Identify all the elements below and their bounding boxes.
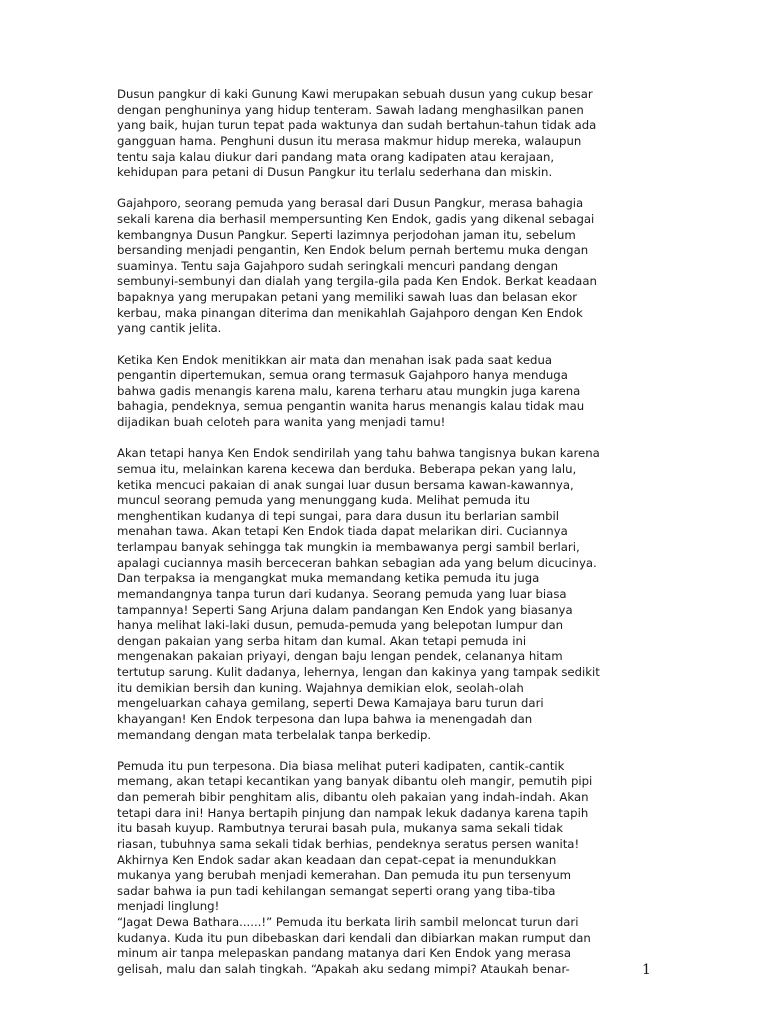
paragraph <box>117 759 657 978</box>
text-line: sembunyi-sembunyi dan dialah yang tergila-gila pada Ken Endok. Berkat keadaan <box>117 274 597 289</box>
paragraph <box>117 87 657 181</box>
text-line: mukanya yang berubah menjadi kemerahan. Dan pemuda itu pun tersenyum <box>117 868 571 883</box>
text-line: memandang dengan mata terbelalak tanpa berkedip. <box>117 727 432 742</box>
text-line: dengan penghuninya yang hidup tenteram. Sawah ladang menghasilkan panen <box>117 102 584 117</box>
text-line: menjadi linglung! <box>117 899 220 914</box>
text-line: riasan, tubuhnya sama sekali tidak berhias, pendeknya seratus persen wanita! <box>117 836 580 851</box>
text-line: yang baik, hujan turun tepat pada waktunya dan sudah bertahun-tahun tidak ada <box>117 118 597 133</box>
text-line: tertutup sarung. Kulit dadanya, lehernya, lengan dan kakinya yang tampak sedikit <box>117 665 600 680</box>
text-line: kudanya. Kuda itu pun dibebaskan dari kendali dan dibiarkan makan rumput dan <box>117 930 591 945</box>
document-body <box>117 87 657 978</box>
text-line: tampannya! Seperti Sang Arjuna dalam pandangan Ken Endok yang biasanya <box>117 602 573 617</box>
paragraph <box>117 446 657 743</box>
text-line: kembangnya Dusun Pangkur. Seperti lazimnya perjodohan jaman itu, sebelum <box>117 227 576 242</box>
text-line: kehidupan para petani di Dusun Pangkur itu terlalu sederhana dan miskin. <box>117 165 553 180</box>
text-line: minum air tanpa melepaskan pandang matanya dari Ken Endok yang merasa <box>117 946 572 961</box>
text-line: suaminya. Tentu saja Gajahporo sudah seringkali mencuri pandang dengan <box>117 258 559 273</box>
paragraph <box>117 353 657 431</box>
text-line: tentu saja kalau diukur dari pandang mata orang kadipaten atau kerajaan, <box>117 149 555 164</box>
text-line: pengantin dipertemukan, semua orang termasuk Gajahporo hanya menduga <box>117 368 568 383</box>
text-line: yang cantik jelita. <box>117 321 222 336</box>
text-line: muncul seorang pemuda yang menunggang kuda. Melihat pemuda itu <box>117 493 530 508</box>
text-line: Ketika Ken Endok menitikkan air mata dan menahan isak pada saat kedua <box>117 352 553 367</box>
text-line: Akan tetapi hanya Ken Endok sendirilah yang tahu bahwa tangisnya bukan karena <box>117 446 600 461</box>
text-line: gelisah, malu dan salah tingkah. “Apakah aku sedang mimpi? Ataukah benar- <box>117 961 570 976</box>
text-line: ketika mencuci pakaian di anak sungai luar dusun bersama kawan-kawannya, <box>117 477 574 492</box>
page-number: 1 <box>642 962 651 978</box>
text-line: Gajahporo, seorang pemuda yang berasal dari Dusun Pangkur, merasa bahagia <box>117 196 584 211</box>
text-line: gangguan hama. Penghuni dusun itu merasa makmur hidup mereka, walaupun <box>117 133 582 148</box>
text-line: Dusun pangkur di kaki Gunung Kawi merupakan sebuah dusun yang cukup besar <box>117 87 593 101</box>
text-line: tetapi dara ini! Hanya bertapih pinjung dan nampak lekuk dadanya karena tapih <box>117 805 589 820</box>
text-line: apalagi cuciannya masih berceceran bahkan sebagian ada yang belum dicucinya. <box>117 555 597 570</box>
text-line: Dan terpaksa ia mengangkat muka memandang ketika pemuda itu juga <box>117 571 540 586</box>
text-line: dan pemerah bibir penghitam alis, dibantu oleh pakaian yang indah-indah. Akan <box>117 790 589 805</box>
text-line: bahwa gadis menangis karena malu, karena terharu atau mungkin juga karena <box>117 383 581 398</box>
text-line: Akhirnya Ken Endok sadar akan keadaan dan cepat-cepat ia menundukkan <box>117 852 557 867</box>
text-line: “Jagat Dewa Bathara......!” Pemuda itu berkata lirih sambil meloncat turun dari <box>117 915 579 930</box>
text-line: dengan pakaian yang serba hitam dan kumal. Akan tetapi pemuda ini <box>117 633 527 648</box>
text-line: sadar bahwa ia pun tadi kehilangan semangat seperti orang yang tiba-tiba <box>117 883 556 898</box>
text-line: bahagia, pendeknya, semua pengantin wanita harus menangis kalau tidak mau <box>117 399 585 414</box>
text-line: terlampau banyak sehingga tak mungkin ia membawanya pergi sambil berlari, <box>117 540 580 555</box>
text-line: mengenakan pakaian priyayi, dengan baju lengan pendek, celananya hitam <box>117 649 563 664</box>
text-line: hanya melihat laki-laki dusun, pemuda-pemuda yang belepotan lumpur dan <box>117 618 564 633</box>
text-line: memandangnya tanpa turun dari kudanya. Seorang pemuda yang luar biasa <box>117 586 567 601</box>
text-line: semua itu, melainkan karena kecewa dan berduka. Beberapa pekan yang lalu, <box>117 461 577 476</box>
text-line: kerbau, maka pinangan diterima dan menikahlah Gajahporo dengan Ken Endok <box>117 305 583 320</box>
text-line: bersanding menjadi pengantin, Ken Endok belum pernah bertemu muka dengan <box>117 243 589 258</box>
text-line: memang, akan tetapi kecantikan yang banyak dibantu oleh mangir, pemutih pipi <box>117 774 593 789</box>
text-line: itu basah kuyup. Rambutnya terurai basah pula, mukanya sama sekali tidak <box>117 821 564 836</box>
paragraph <box>117 196 657 337</box>
text-line: bapaknya yang merupakan petani yang memiliki sawah luas dan belasan ekor <box>117 290 578 305</box>
text-line: sekali karena dia berhasil mempersunting Ken Endok, gadis yang dikenal sebagai <box>117 211 595 226</box>
text-line: menghentikan kudanya di tepi sungai, para dara dusun itu berlarian sambil <box>117 508 560 523</box>
text-line: mengeluarkan cahaya gemilang, seperti Dewa Kamajaya baru turun dari <box>117 696 544 711</box>
text-line: itu demikian bersih dan kuning. Wajahnya demikian elok, seolah-olah <box>117 680 524 695</box>
text-line: Pemuda itu pun terpesona. Dia biasa melihat puteri kadipaten, cantik-cantik <box>117 758 565 773</box>
text-line: menahan tawa. Akan tetapi Ken Endok tiada dapat melarikan diri. Cuciannya <box>117 524 568 539</box>
text-line: dijadikan buah celoteh para wanita yang menjadi tamu! <box>117 415 446 430</box>
text-line: khayangan! Ken Endok terpesona dan lupa bahwa ia menengadah dan <box>117 711 533 726</box>
